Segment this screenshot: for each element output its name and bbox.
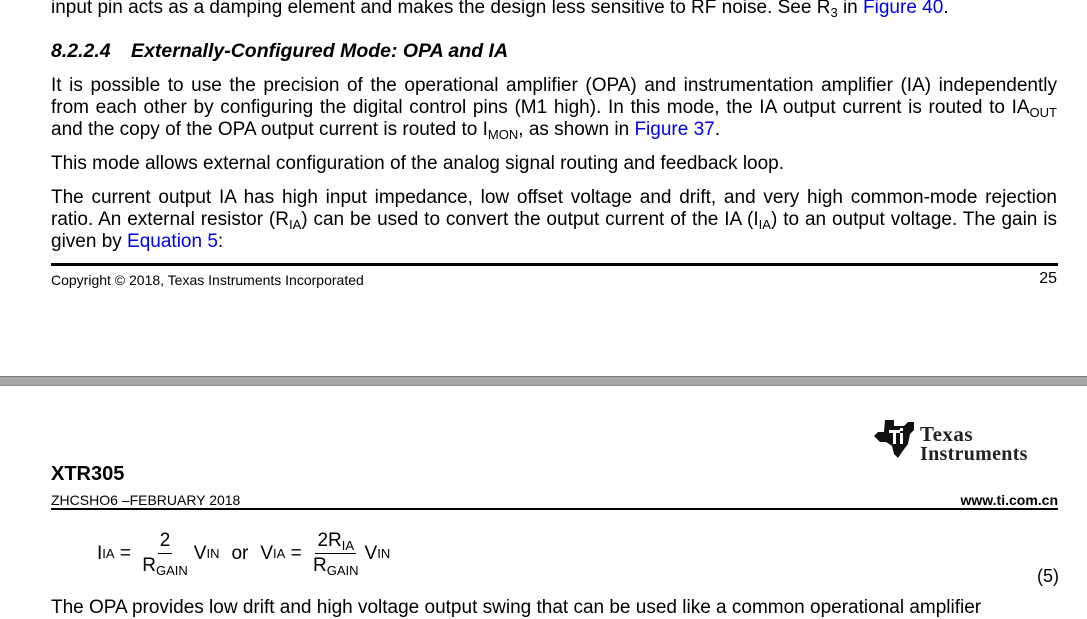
bottom-paragraph: The OPA provides low drift and high voltage output swing that can be used like a common operational amplifier [51,597,982,618]
paragraph-modes: It is possible to use the precision of the operational amplifier (OPA) and instrumentation amplifier (IA) independently from each other by configuring the digital control pins (M1 high). In this mode, the IA output current is routed to $IA_{OUT}$ and the copy of the OPA output current is routed to $I_{MON}$, as shown in Figure 37. [51,75,1057,142]
page-separator [0,376,1087,386]
header-divider [51,508,1058,510]
footer-divider [51,263,1058,266]
section-title: Externally-Configured Mode: OPA and IA [131,40,509,62]
equation-5: I IA = $\frac{2}{R_{GAIN}}$ V IN or V IA = $\frac{2R_{IA}}{R_{GAIN}}$ V IN [97,530,391,578]
fraction-1: $\frac{2}{R_{GAIN}}$ [142,530,188,578]
section-heading [51,40,508,63]
section-number: 8.2.2.4 [51,40,111,62]
logo-line-1: Texas [920,422,974,446]
fraction-2: $\frac{2R_{IA}}{R_{GAIN}}$ [313,530,359,578]
page-number: 25 [1039,270,1057,287]
doc-id: ZHCSHO6 –FEBRUARY 2018 [51,492,241,508]
paragraph-current-output: The current output IA has high input impedance, low offset voltage and drift, and very high common-mode rejection ratio. An external resistor $(R_{IA})$ can be used to convert the output current of the IA $(I_{IA})$ to an output voltage. The gain is given by Equation 5: [51,187,1057,252]
intro-text: input pin acts as a damping element and makes the design less sensitive to RF noise. See $R_3$ in Figure 40. [51,0,1057,19]
ti-logo-icon [872,418,918,460]
figure-37-link[interactable]: Figure 37 [634,119,715,140]
logo-line-2: Instruments [920,443,1028,465]
paragraph-external-config: This mode allows external configuration of the analog signal routing and feedback loop. [51,153,785,174]
ti-logo [872,418,1062,464]
figure-40-link[interactable]: Figure 40 [863,0,944,18]
doc-title: XTR305 [51,463,125,485]
equation-5-link[interactable]: Equation 5 [127,231,218,252]
website-link[interactable]: www.ti.com.cn [960,492,1058,508]
equation-number: (5) [1037,566,1059,586]
copyright-text: Copyright © 2018, Texas Instruments Incorporated [51,272,364,288]
